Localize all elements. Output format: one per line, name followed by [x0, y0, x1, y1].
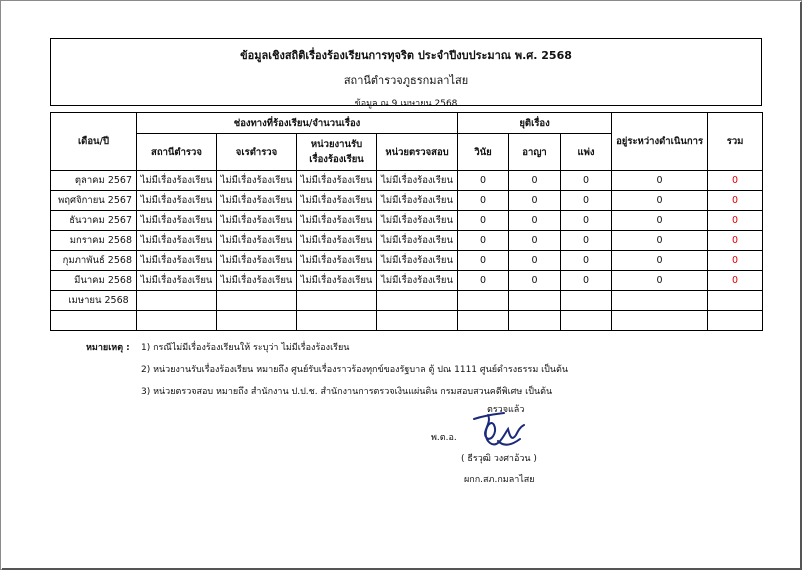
table-row	[51, 271, 763, 291]
cell-receiver: ไม่มีเรื่องร้องเรียน	[297, 231, 377, 251]
cell-receiver: ไม่มีเรื่องร้องเรียน	[297, 251, 377, 271]
header-channel-police: จเรตำรวจ	[217, 134, 297, 171]
cell-month: พฤศจิกายน 2567	[51, 191, 137, 211]
table-row	[51, 291, 763, 311]
cell-police: ไม่มีเรื่องร้องเรียน	[217, 171, 297, 191]
cell-month: เมษายน 2568	[51, 291, 137, 311]
note-item: 3) หน่วยตรวจสอบ หมายถึง สำนักงาน ป.ป.ช. สำนักงานการตรวจเงินแผ่นดิน กรมสอบสวนคดีพิเศษ เป็นต้น	[141, 387, 553, 397]
cell-discipline	[458, 311, 509, 331]
header-channels: ช่องทางที่ร้องเรียน/จำนวนเรื่อง	[137, 113, 458, 134]
cell-audit: ไม่มีเรื่องร้องเรียน	[377, 271, 458, 291]
cell-total: 0	[708, 231, 763, 251]
note-item: 1) กรณีไม่มีเรื่องร้องเรียนให้ ระบุว่า ไม่มีเรื่องร้องเรียน	[141, 343, 350, 353]
cell-civil: 0	[561, 211, 612, 231]
cell-civil	[561, 291, 612, 311]
cell-discipline: 0	[458, 251, 509, 271]
cell-audit: ไม่มีเรื่องร้องเรียน	[377, 211, 458, 231]
cell-total: 0	[708, 191, 763, 211]
cell-civil: 0	[561, 231, 612, 251]
cell-audit: ไม่มีเรื่องร้องเรียน	[377, 191, 458, 211]
cell-audit: ไม่มีเรื่องร้องเรียน	[377, 171, 458, 191]
cell-discipline: 0	[458, 231, 509, 251]
cell-police	[217, 291, 297, 311]
cell-criminal: 0	[509, 271, 561, 291]
cell-total	[708, 311, 763, 331]
cell-discipline	[458, 291, 509, 311]
cell-audit	[377, 311, 458, 331]
table-row	[51, 211, 763, 231]
cell-discipline: 0	[458, 211, 509, 231]
cell-pending	[612, 311, 708, 331]
cell-civil: 0	[561, 271, 612, 291]
cell-month: ตุลาคม 2567	[51, 171, 137, 191]
signer-name: ( ธีรวุฒิ วงศาอ้วน )	[461, 454, 537, 464]
cell-criminal: 0	[509, 231, 561, 251]
header-closed: ยุติเรื่อง	[458, 113, 612, 134]
cell-pending: 0	[612, 171, 708, 191]
cell-month: มีนาคม 2568	[51, 271, 137, 291]
cell-police: ไม่มีเรื่องร้องเรียน	[217, 251, 297, 271]
cell-police: ไม่มีเรื่องร้องเรียน	[217, 231, 297, 251]
cell-criminal: 0	[509, 171, 561, 191]
table-row	[51, 311, 763, 331]
note-item: 2) หน่วยงานรับเรื่องร้องเรียน หมายถึง ศูนย์รับเรื่องราวร้องทุกข์ของรัฐบาล ตู้ ปณ 1111 ศูนย์ดำรงธรรม เป็นต้น	[141, 365, 569, 375]
signature-mark	[468, 405, 530, 455]
statistics-table	[50, 112, 763, 331]
cell-civil: 0	[561, 191, 612, 211]
cell-police: ไม่มีเรื่องร้องเรียน	[217, 271, 297, 291]
cell-criminal: 0	[509, 211, 561, 231]
cell-police: ไม่มีเรื่องร้องเรียน	[217, 191, 297, 211]
cell-pending	[612, 291, 708, 311]
header-pending: อยู่ระหว่างดำเนินการ	[612, 113, 708, 171]
cell-civil: 0	[561, 171, 612, 191]
table-row	[51, 251, 763, 271]
cell-criminal	[509, 291, 561, 311]
cell-total: 0	[708, 211, 763, 231]
cell-station: ไม่มีเรื่องร้องเรียน	[137, 171, 217, 191]
table-row	[51, 191, 763, 211]
header-channel-receiver-line2: เรื่องร้องเรียน	[309, 154, 364, 165]
cell-pending: 0	[612, 271, 708, 291]
notes-section	[86, 337, 568, 403]
cell-station: ไม่มีเรื่องร้องเรียน	[137, 211, 217, 231]
cell-receiver: ไม่มีเรื่องร้องเรียน	[297, 271, 377, 291]
cell-pending: 0	[612, 231, 708, 251]
cell-criminal: 0	[509, 191, 561, 211]
header-channel-receiver	[297, 134, 377, 171]
header-channel-station: สถานีตำรวจ	[137, 134, 217, 171]
station-name: สถานีตำรวจภูธรกมลาไสย	[343, 74, 469, 87]
header-closed-discipline: วินัย	[458, 134, 509, 171]
cell-station: ไม่มีเรื่องร้องเรียน	[137, 271, 217, 291]
cell-station: ไม่มีเรื่องร้องเรียน	[137, 191, 217, 211]
cell-discipline: 0	[458, 191, 509, 211]
header-month: เดือน/ปี	[51, 113, 137, 171]
rank-label: พ.ต.อ.	[431, 433, 457, 443]
cell-receiver	[297, 311, 377, 331]
cell-police: ไม่มีเรื่องร้องเรียน	[217, 211, 297, 231]
cell-month	[51, 311, 137, 331]
cell-station: ไม่มีเรื่องร้องเรียน	[137, 231, 217, 251]
cell-criminal	[509, 311, 561, 331]
cell-total: 0	[708, 251, 763, 271]
cell-police	[217, 311, 297, 331]
checked-label: ตรวจแล้ว	[487, 405, 525, 415]
cell-receiver: ไม่มีเรื่องร้องเรียน	[297, 191, 377, 211]
cell-discipline: 0	[458, 171, 509, 191]
cell-receiver: ไม่มีเรื่องร้องเรียน	[297, 211, 377, 231]
cell-pending: 0	[612, 211, 708, 231]
signer-position: ผกก.สภ.กมลาไสย	[464, 475, 535, 485]
cell-month: ธันวาคม 2567	[51, 211, 137, 231]
cell-audit: ไม่มีเรื่องร้องเรียน	[377, 251, 458, 271]
header-channel-audit: หน่วยตรวจสอบ	[377, 134, 458, 171]
cell-audit	[377, 291, 458, 311]
cell-receiver: ไม่มีเรื่องร้องเรียน	[297, 171, 377, 191]
as-of-date: ข้อมูล ณ 9 เมษายน 2568	[354, 99, 458, 109]
cell-total: 0	[708, 271, 763, 291]
table-row	[51, 171, 763, 191]
cell-civil	[561, 311, 612, 331]
cell-station	[137, 311, 217, 331]
cell-total	[708, 291, 763, 311]
cell-receiver	[297, 291, 377, 311]
cell-pending: 0	[612, 251, 708, 271]
report-header	[50, 38, 762, 109]
cell-total: 0	[708, 171, 763, 191]
report-title: ข้อมูลเชิงสถิติเรื่องร้องเรียนการทุจริต ประจำปีงบประมาณ พ.ศ. 2568	[240, 49, 572, 62]
notes-label: หมายเหตุ :	[86, 343, 130, 353]
header-total: รวม	[708, 113, 763, 171]
header-closed-criminal: อาญา	[509, 134, 561, 171]
header-closed-civil: แพ่ง	[561, 134, 612, 171]
cell-audit: ไม่มีเรื่องร้องเรียน	[377, 231, 458, 251]
cell-civil: 0	[561, 251, 612, 271]
cell-month: มกราคม 2568	[51, 231, 137, 251]
cell-discipline: 0	[458, 271, 509, 291]
cell-month: กุมภาพันธ์ 2568	[51, 251, 137, 271]
cell-station	[137, 291, 217, 311]
cell-station: ไม่มีเรื่องร้องเรียน	[137, 251, 217, 271]
header-channel-receiver-line1: หน่วยงานรับ	[310, 139, 363, 150]
cell-pending: 0	[612, 191, 708, 211]
table-row	[51, 231, 763, 251]
cell-criminal: 0	[509, 251, 561, 271]
